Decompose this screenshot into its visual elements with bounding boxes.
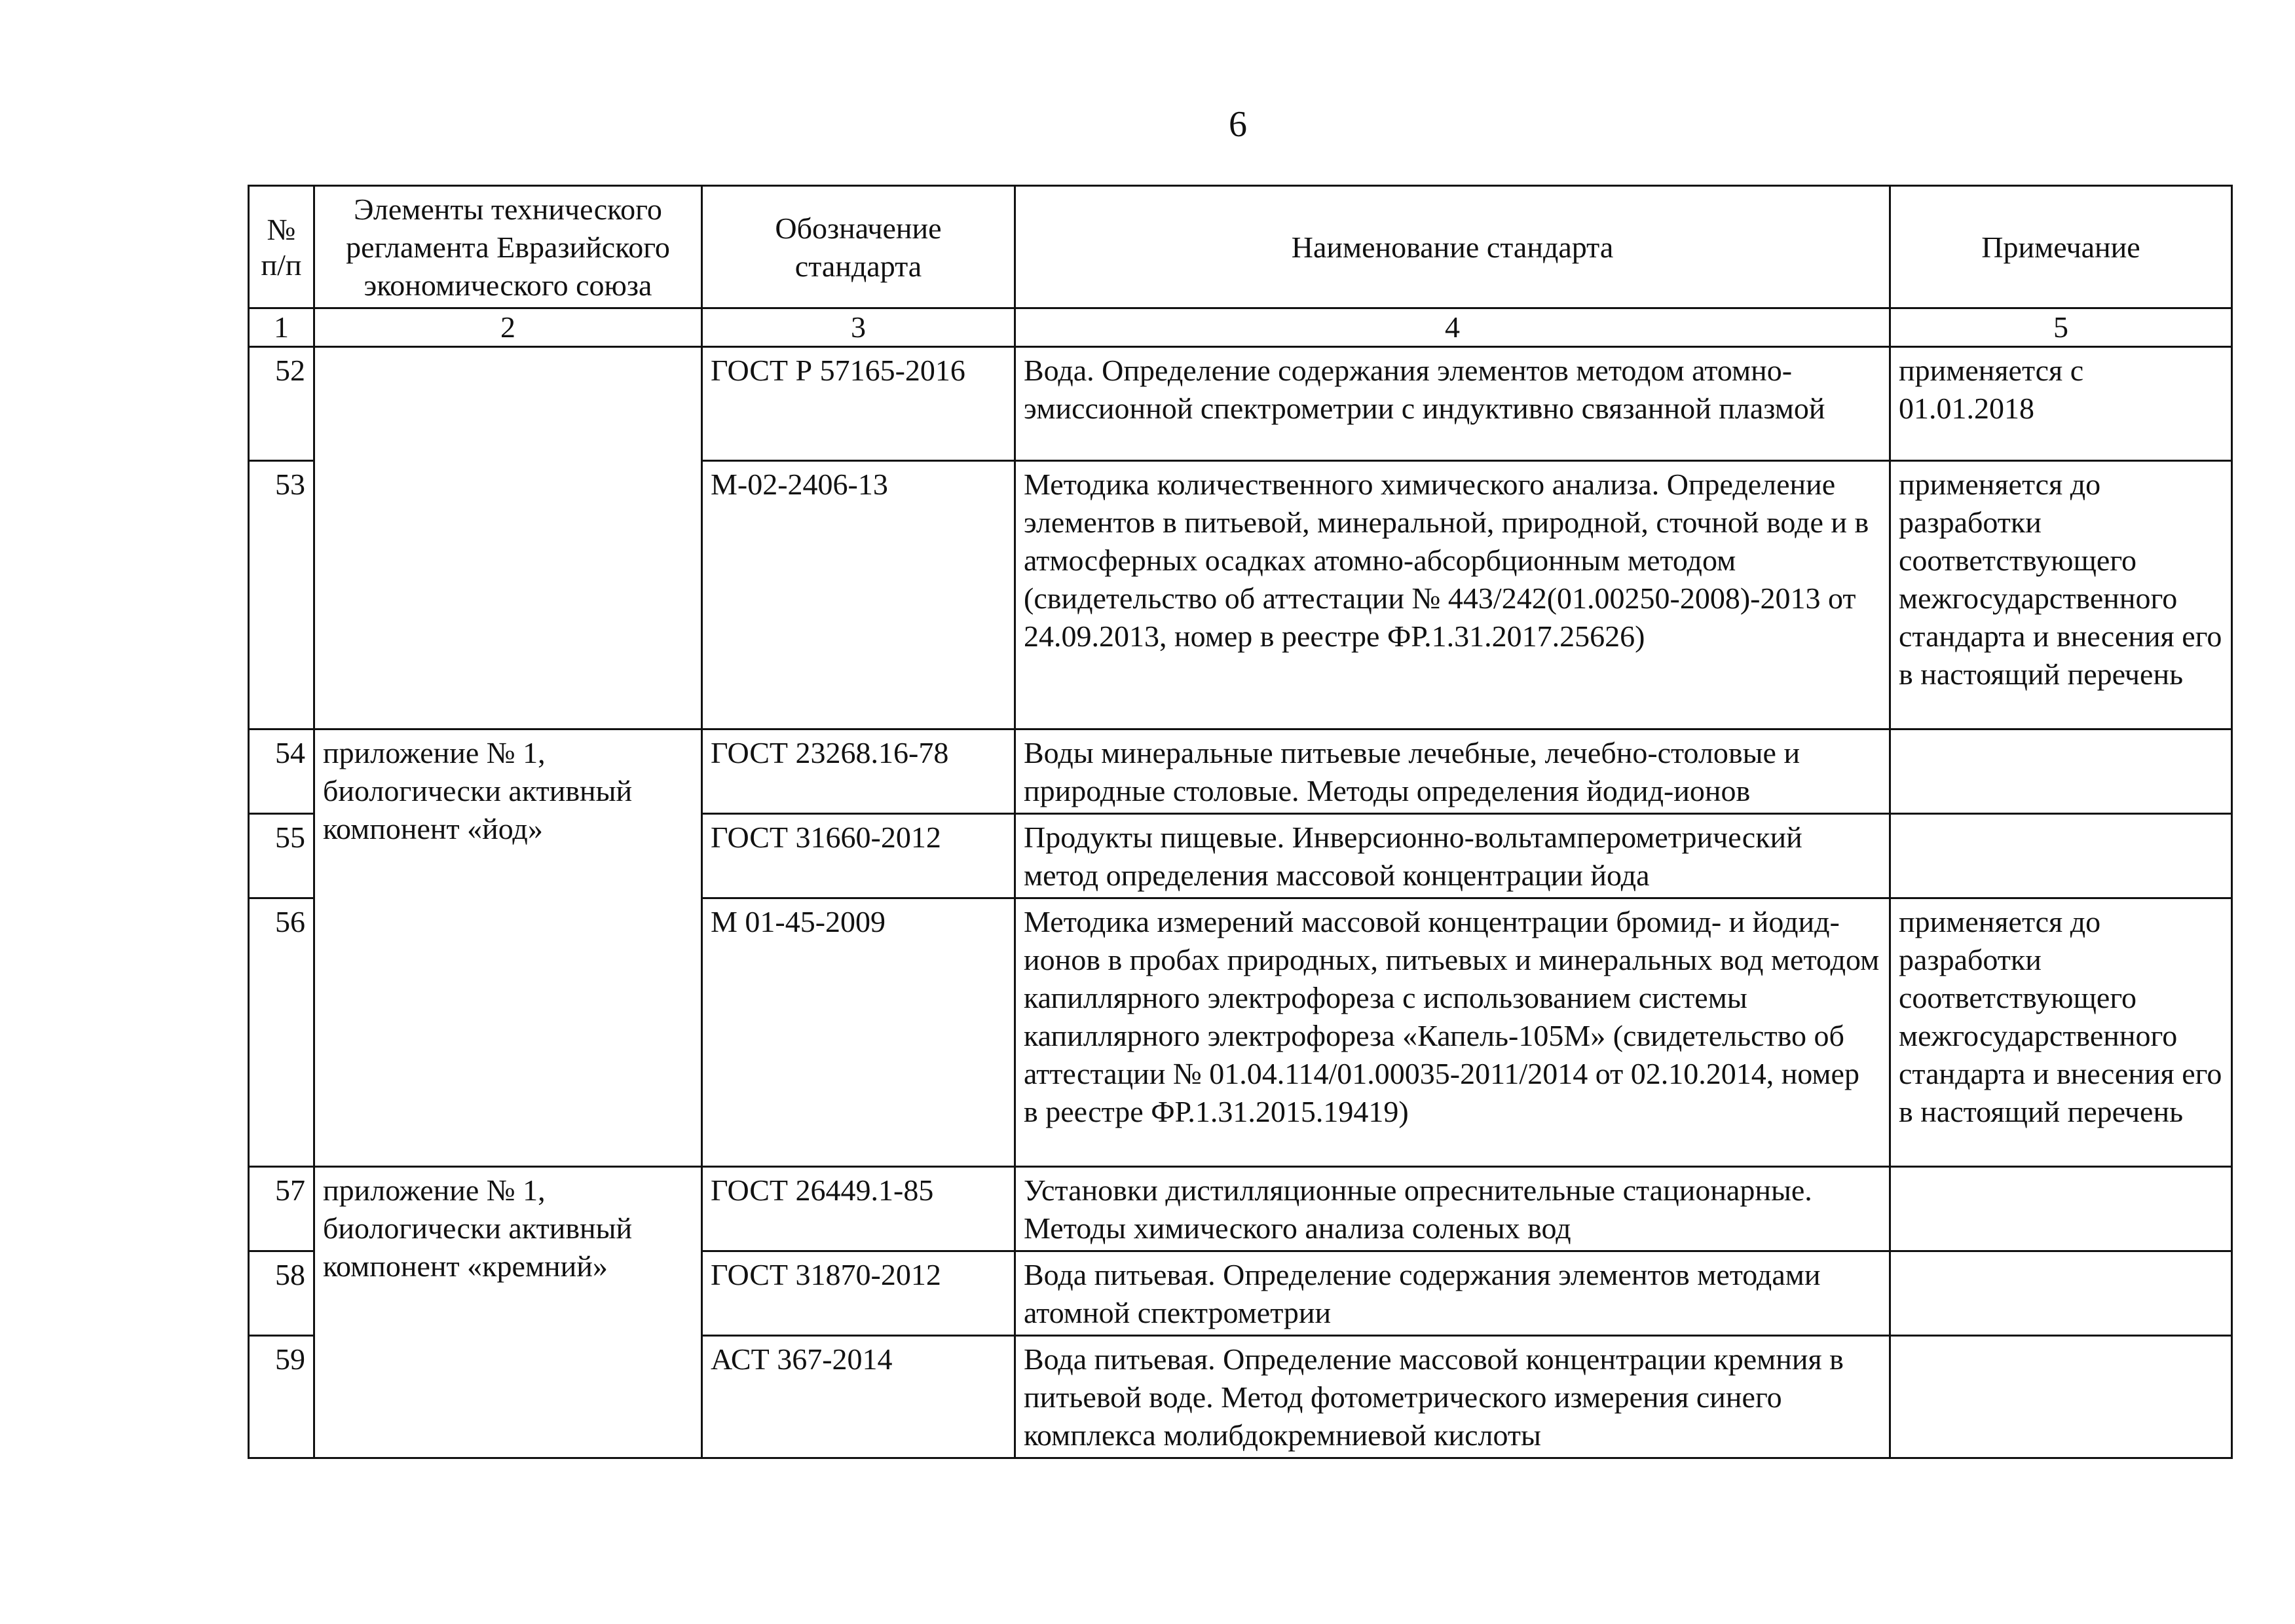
page-number: 6: [1229, 104, 1247, 145]
column-number: 2: [314, 308, 702, 347]
row-designation: ГОСТ 31660-2012: [702, 814, 1015, 898]
row-standard-name: Вода. Определение содержания элементов методом атомно-эмиссионной спектрометрии с индуктивно связанной плазмой: [1015, 347, 1890, 461]
row-number: 56: [249, 898, 314, 1167]
header-note: Примечание: [1890, 186, 2232, 308]
row-number: 57: [249, 1167, 314, 1251]
row-designation: ГОСТ 31870-2012: [702, 1251, 1015, 1336]
row-standard-name: Воды минеральные питьевые лечебные, лечебно-столовые и природные столовые. Методы определения йодид-ионов: [1015, 729, 1890, 814]
table-header-row: [249, 186, 2232, 308]
row-designation: АСТ 367-2014: [702, 1336, 1015, 1458]
header-elements: Элементы технического регламента Евразийского экономического союза: [314, 186, 702, 308]
column-number: 1: [249, 308, 314, 347]
row-designation: ГОСТ Р 57165-2016: [702, 347, 1015, 461]
row-number: 58: [249, 1251, 314, 1336]
header-num: № п/п: [249, 186, 314, 308]
row-number: 55: [249, 814, 314, 898]
table-row: [249, 1167, 2232, 1251]
row-note: применяется с 01.01.2018: [1890, 347, 2232, 461]
row-designation: М 01-45-2009: [702, 898, 1015, 1167]
column-number: 4: [1015, 308, 1890, 347]
row-number: 54: [249, 729, 314, 814]
header-name: Наименование стандарта: [1015, 186, 1890, 308]
row-note: применяется до разработки соответствующего межгосударственного стандарта и внесения его в настоящий перечень: [1890, 461, 2232, 729]
column-number: 3: [702, 308, 1015, 347]
row-designation: М-02-2406-13: [702, 461, 1015, 729]
row-number: 53: [249, 461, 314, 729]
row-element-group-silicon: приложение № 1, биологически активный компонент «кремний»: [314, 1167, 702, 1458]
standards-table: [248, 185, 2233, 1459]
row-number: 52: [249, 347, 314, 461]
row-standard-name: Методика измерений массовой концентрации бромид- и йодид-ионов в пробах природных, питьевых и минеральных вод методом капиллярного электрофореза с использованием системы капиллярного электрофореза «Капель-105М» (свидетельство об аттестации № 01.04.114/01.00035-2011/2014 от 02.10.2014, номер в реестре ФР.1.31.2015.19419): [1015, 898, 1890, 1167]
row-designation: ГОСТ 26449.1-85: [702, 1167, 1015, 1251]
row-note: [1890, 729, 2232, 814]
row-standard-name: Вода питьевая. Определение массовой концентрации кремния в питьевой воде. Метод фотометрического измерения синего комплекса молибдокремниевой кислоты: [1015, 1336, 1890, 1458]
column-numbers-row: [249, 308, 2232, 347]
row-note: [1890, 814, 2232, 898]
row-element-empty: [314, 347, 702, 729]
row-element-group-iodine: приложение № 1, биологически активный компонент «йод»: [314, 729, 702, 1167]
row-number: 59: [249, 1336, 314, 1458]
row-standard-name: Продукты пищевые. Инверсионно-вольтамперометрический метод определения массовой концентрации йода: [1015, 814, 1890, 898]
row-note: применяется до разработки соответствующего межгосударственного стандарта и внесения его в настоящий перечень: [1890, 898, 2232, 1167]
table-row: [249, 347, 2232, 461]
row-note: [1890, 1167, 2232, 1251]
column-number: 5: [1890, 308, 2232, 347]
row-standard-name: Методика количественного химического анализа. Определение элементов в питьевой, минеральной, природной, сточной воде и в атмосферных осадках атомно-абсорбционным методом (свидетельство об аттестации № 443/242(01.00250-2008)-2013 от 24.09.2013, номер в реестре ФР.1.31.2017.25626): [1015, 461, 1890, 729]
row-note: [1890, 1336, 2232, 1458]
table-row: [249, 729, 2232, 814]
row-designation: ГОСТ 23268.16-78: [702, 729, 1015, 814]
row-standard-name: Вода питьевая. Определение содержания элементов методами атомной спектрометрии: [1015, 1251, 1890, 1336]
header-designation: Обозначение стандарта: [702, 186, 1015, 308]
row-note: [1890, 1251, 2232, 1336]
row-standard-name: Установки дистилляционные опреснительные стационарные. Методы химического анализа соленых вод: [1015, 1167, 1890, 1251]
